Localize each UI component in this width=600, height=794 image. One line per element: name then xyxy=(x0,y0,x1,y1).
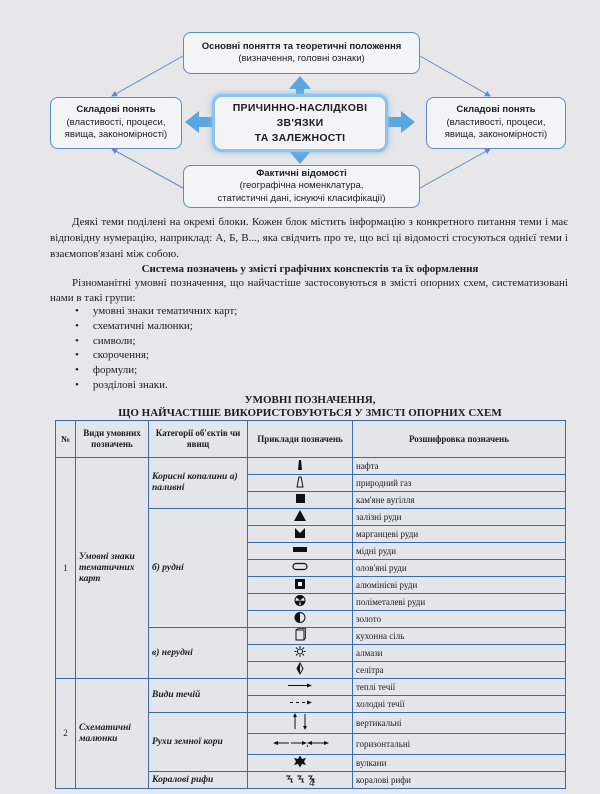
header-no: № xyxy=(56,421,76,458)
polymetal-icon xyxy=(270,599,330,609)
symbol-cell xyxy=(248,755,353,772)
list-item: • формули; xyxy=(78,363,237,378)
symbol-meaning: горизонтальні xyxy=(353,734,566,755)
category-name: Корисні копалини а) паливні xyxy=(149,458,248,509)
table-title-line1: УМОВНІ ПОЗНАЧЕННЯ, xyxy=(244,394,376,406)
category-name: б) рудні xyxy=(149,509,248,628)
symbol-cell xyxy=(248,509,353,526)
symbol-meaning: мідні руди xyxy=(353,543,566,560)
symbol-cell xyxy=(248,645,353,662)
symbol-meaning: нафта xyxy=(353,458,566,475)
gold-icon xyxy=(270,616,330,626)
category-name: в) нерудні xyxy=(149,628,248,679)
symbol-meaning: алмази xyxy=(353,645,566,662)
diagram-box-components-left xyxy=(50,97,182,149)
cold-current-icon xyxy=(270,701,330,711)
groups-list xyxy=(78,304,237,393)
paragraph-groups: Різноманітні умовні позначення, що найчастіше застосовуються в змісті опорних схем, систематизовані нами в такі групи: xyxy=(50,277,568,304)
symbol-meaning: вулкани xyxy=(353,755,566,772)
table-row xyxy=(56,458,566,475)
symbol-meaning: олов'яні руди xyxy=(353,560,566,577)
warm-current-icon xyxy=(270,684,330,694)
group-number: 1 xyxy=(56,458,76,679)
header-types: Види умовних позначень xyxy=(76,421,149,458)
copper-icon xyxy=(270,548,330,558)
vertical-arrows-icon xyxy=(270,722,330,732)
horizontal-arrows-icon xyxy=(270,743,330,753)
gas-icon xyxy=(270,480,330,490)
symbol-cell xyxy=(248,772,353,789)
coal-icon xyxy=(270,497,330,507)
diagram-box-basic-concepts xyxy=(183,32,420,74)
category-name: Види течій xyxy=(149,679,248,713)
center-line: ПРИЧИННО-НАСЛІДКОВІ xyxy=(232,101,368,114)
symbol-meaning: теплі течії xyxy=(353,679,566,696)
list-item: • скорочення; xyxy=(78,348,237,363)
header-examples: Приклади позначень xyxy=(248,421,353,458)
category-name: Коралові рифи xyxy=(149,772,248,789)
box-title: Основні поняття та теоретичні положення xyxy=(201,40,402,52)
symbol-meaning: природний газ xyxy=(353,475,566,492)
symbol-cell xyxy=(248,475,353,492)
symbol-cell xyxy=(248,734,353,755)
symbol-cell xyxy=(248,696,353,713)
box-title: Складові понять xyxy=(456,104,536,116)
section-heading: Система позначень у змісті графічних конспектів та їх оформлення xyxy=(141,263,479,275)
symbol-meaning: золото xyxy=(353,611,566,628)
iron-icon xyxy=(270,514,330,524)
symbol-cell xyxy=(248,526,353,543)
symbol-meaning: кухонна сіль xyxy=(353,628,566,645)
box-subtitle: (властивості, процеси, явища, закономірності) xyxy=(64,116,168,141)
table-title-line2: ЩО НАЙЧАСТІШЕ ВИКОРИСТОВУЮТЬСЯ У ЗМІСТІ ОПОРНИХ СХЕМ xyxy=(118,407,502,419)
header-categories: Категорії об'єктів чи явищ xyxy=(149,421,248,458)
symbol-cell xyxy=(248,560,353,577)
list-item: • умовні знаки тематичних карт; xyxy=(78,304,237,319)
diagram-box-facts xyxy=(183,165,420,208)
symbol-cell xyxy=(248,594,353,611)
diagram-box-components-right xyxy=(426,97,566,149)
symbol-meaning: поліметалеві руди xyxy=(353,594,566,611)
aluminium-icon xyxy=(270,582,330,592)
manganese-icon xyxy=(270,531,330,541)
page-number: 4 xyxy=(309,778,315,789)
symbol-meaning: алюмінієві руди xyxy=(353,577,566,594)
list-item: • розділові знаки. xyxy=(78,378,237,393)
symbol-cell xyxy=(248,679,353,696)
center-line: ЗВ'ЯЗКИ xyxy=(276,116,324,129)
table-row xyxy=(56,679,566,696)
volcano-icon xyxy=(270,760,330,770)
diamond-icon xyxy=(270,650,330,660)
paragraph-blocks: Деякі теми поділені на окремі блоки. Кожен блок містить інформацію з конкретного питання теми і має відповідну нумерацію, наприклад: А, Б, В..., яка свідчить про те, що всі ці відомості стосуються однієї теми і взаємопов'язані між собою. xyxy=(50,216,568,260)
symbols-table xyxy=(55,420,566,789)
symbol-cell xyxy=(248,713,353,734)
center-line: ТА ЗАЛЕЖНОСТІ xyxy=(254,131,346,144)
symbol-cell xyxy=(248,543,353,560)
category-name: Рухи земної кори xyxy=(149,713,248,772)
symbol-meaning: марганцеві руди xyxy=(353,526,566,543)
box-title: Фактичні відомості xyxy=(256,167,347,179)
list-item: • символи; xyxy=(78,334,237,349)
box-subtitle: (властивості, процеси, явища, закономірності) xyxy=(444,116,548,141)
diagram-box-cause-effect xyxy=(212,94,388,152)
oil-icon xyxy=(270,463,330,473)
table-header-row xyxy=(56,421,566,458)
list-item: • схематичні малюнки; xyxy=(78,319,237,334)
header-meaning: Розшифровка позначень xyxy=(353,421,566,458)
coral-icon xyxy=(270,777,330,787)
box-title: Складові понять xyxy=(76,104,156,116)
box-subtitle: статистичні дані, існуючі класифікації) xyxy=(217,192,386,204)
symbol-cell xyxy=(248,628,353,645)
group-type: Умовні знаки тематичних карт xyxy=(76,458,149,679)
symbol-meaning: вертикальні xyxy=(353,713,566,734)
symbol-meaning: селітра xyxy=(353,662,566,679)
symbol-cell xyxy=(248,458,353,475)
group-number: 2 xyxy=(56,679,76,789)
symbol-meaning: коралові рифи xyxy=(353,772,566,789)
symbol-meaning: залізні руди xyxy=(353,509,566,526)
symbol-meaning: кам'яне вугілля xyxy=(353,492,566,509)
box-subtitle: (географічна номенклатура, xyxy=(239,180,364,192)
symbol-meaning: холодні течії xyxy=(353,696,566,713)
symbol-cell xyxy=(248,611,353,628)
symbol-cell xyxy=(248,492,353,509)
salt-icon xyxy=(270,633,330,643)
saltpeter-icon xyxy=(270,667,330,677)
tin-icon xyxy=(270,565,330,575)
symbol-cell xyxy=(248,577,353,594)
box-subtitle: (визначення, головні ознаки) xyxy=(238,53,365,64)
group-type: Схематичні малюнки xyxy=(76,679,149,789)
symbol-cell xyxy=(248,662,353,679)
